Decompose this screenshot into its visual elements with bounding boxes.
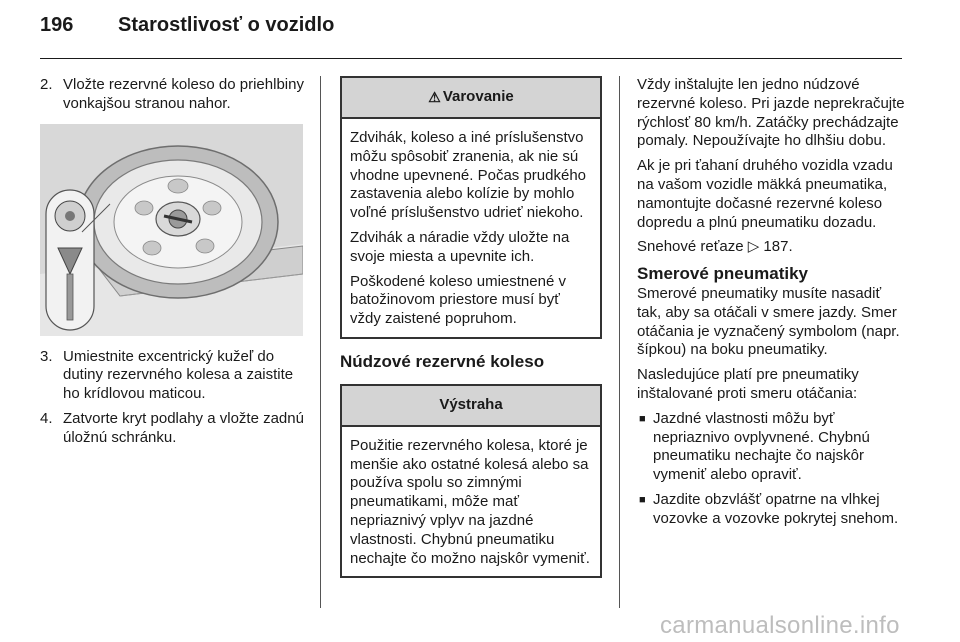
header-rule	[40, 58, 902, 59]
warning-paragraph: Zdvihák, koleso a iné príslušenstvo môžu spôsobiť zranenia, ak nie sú vhodne upevnené. Počas prudkého zastavenia alebo kolízie by mohlo voľné príslušenstvo udrieť niekoho.	[350, 129, 587, 222]
chain-reference	[637, 238, 909, 257]
column-middle	[340, 76, 602, 578]
page-header	[40, 14, 334, 44]
page-reference-icon: ▷	[747, 238, 760, 256]
spare-wheel-drawing	[40, 124, 303, 336]
paragraph: Nasledujúce platí pre pneumatiky inštalované proti smeru otáčania:	[637, 366, 859, 402]
step-number: 3.	[40, 347, 53, 365]
step-text: Zatvorte kryt podlahy a vložte zadnú úložnú schránku.	[63, 409, 304, 446]
page-reference-link[interactable]: 187.	[763, 238, 793, 256]
bullet-item	[637, 491, 909, 529]
warning-title: Varovanie	[442, 88, 514, 106]
step-3	[40, 348, 308, 404]
column-left	[40, 76, 308, 448]
bullet-square-icon: ■	[639, 412, 646, 425]
watermark: carmanualsonline.info	[660, 612, 900, 639]
caution-title: Výstraha	[439, 395, 503, 413]
column-divider	[619, 76, 620, 608]
step-2	[40, 76, 308, 114]
warning-paragraph: Zdvihák a náradie vždy uložte na svoje miesta a upevnite ich.	[350, 228, 570, 265]
warning-paragraph: Poškodené koleso umiestnené v batožinovom priestore musí byť vždy zaistené popruhom.	[350, 272, 566, 328]
step-number: 4.	[40, 409, 53, 427]
paragraph: Smerové pneumatiky musíte nasadiť tak, aby sa otáčali v smere jazdy. Smer otáčania je vyznačený symbolom (napr. šípkou) na boku pneumatiky.	[637, 284, 900, 359]
warning-body	[342, 119, 600, 337]
step-text: Umiestnite excentrický kužeľ do dutiny rezervného kolesa a zaistite ho krídlovou maticou.	[63, 347, 294, 403]
caution-body	[342, 427, 600, 577]
caution-box	[340, 384, 602, 579]
section-heading: Smerové pneumatiky	[637, 264, 809, 284]
warning-box	[340, 76, 602, 339]
bullet-square-icon: ■	[639, 493, 646, 506]
spare-wheel-illustration	[40, 124, 303, 336]
page-number: 196	[40, 14, 74, 36]
warning-triangle-icon: ⚠	[428, 89, 441, 106]
step-number: 2.	[40, 76, 53, 93]
section-heading: Núdzové rezervné koleso	[340, 351, 545, 371]
paragraph: Vždy inštalujte len jedno núdzové rezervné koleso. Pri jazde neprekračujte rýchlosť 80 km/h. Zatáčky prechádzajte pomaly. Nepoužívajte ho dlhšiu dobu.	[637, 76, 905, 150]
chain-reference-text: Snehové reťaze	[637, 238, 748, 256]
column-right	[637, 76, 909, 535]
bullet-text: Jazdné vlastnosti môžu byť nepriaznivo ovplyvnené. Chybnú pneumatiku nechajte čo najskôr vymeniť alebo opraviť.	[653, 409, 870, 484]
caution-header	[342, 386, 600, 427]
bullet-text: Jazdite obzvlášť opatrne na vlhkej vozovke a vozovke pokrytej snehom.	[653, 490, 899, 527]
step-4	[40, 410, 308, 448]
column-divider	[320, 76, 321, 608]
page-title: Starostlivosť o vozidlo	[118, 14, 335, 36]
bullet-item	[637, 410, 909, 485]
warning-header	[342, 78, 600, 119]
caution-paragraph: Použitie rezervného kolesa, ktoré je menšie ako ostatné kolesá alebo sa používa spolu so zimnými pneumatikami, môže mať nepriaznivý vplyv na jazdné vlastnosti. Chybnú pneumatiku nechajte čo možno najskôr vymeniť.	[350, 436, 590, 567]
paragraph: Ak je pri ťahaní druhého vozidla vzadu na vašom vozidle mäkká pneumatika, namontujte dočasné rezervné koleso dopredu a plnú pneumatiku dozadu.	[637, 157, 893, 231]
step-text: Vložte rezervné koleso do priehlbiny vonkajšou stranou nahor.	[63, 76, 304, 112]
